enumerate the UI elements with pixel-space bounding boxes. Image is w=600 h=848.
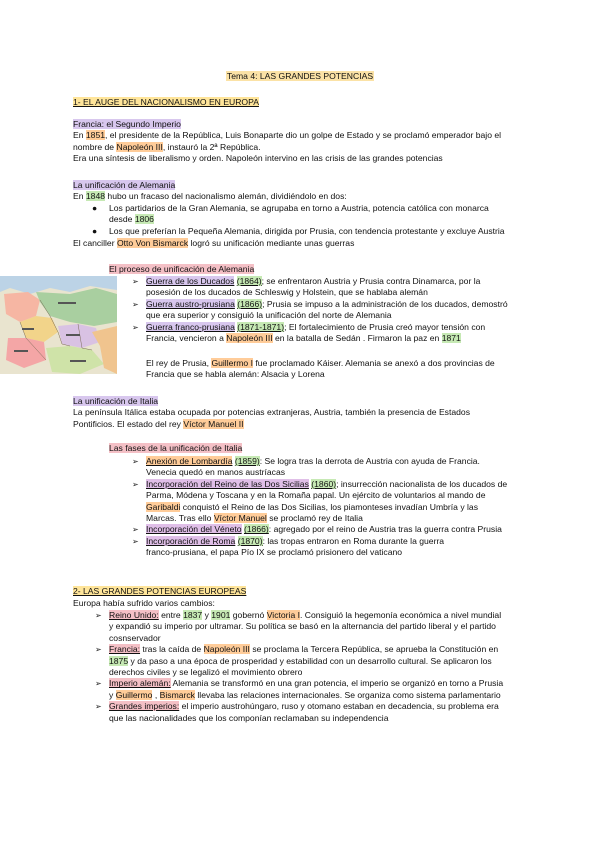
text-span: gobernó [230, 610, 267, 620]
text-span: Guerra austro-prusiana [146, 298, 235, 309]
arrow-icon: ➢ [95, 679, 102, 689]
text-span: (1864) [236, 276, 262, 286]
text-span: ; se enfrentaron Austria y Prusia contra Dinamarca, por la [261, 276, 481, 286]
arrow-icon: ➢ [132, 525, 139, 535]
text-span: . Consiguió la hegemonía económica a nivel mundial [300, 610, 502, 620]
alemania-bullets [92, 203, 594, 237]
text-span: 1875 [109, 655, 129, 666]
arrow-icon: ➢ [132, 277, 139, 286]
list-item [95, 610, 595, 644]
subheading-italia: La unificación de Italia [73, 396, 159, 406]
text-span: ; insurrección nacionalista de los ducados de [336, 478, 508, 489]
text-span: cosnservador [109, 632, 161, 643]
text-span: (1871-1871) [237, 321, 285, 332]
text-span: Guillermo [115, 689, 153, 700]
text-span: Víctor Manuel [213, 513, 267, 524]
text-span: 1901 [211, 610, 231, 620]
text-span: y expandió su imperio por ultramar. Su política se basó en la alternancia del partido liberal y el partido [109, 621, 496, 632]
arrow-icon: ➢ [132, 299, 139, 309]
text-span: y da paso a una época de prosperidad y estabilidad con un desarrollo cultural. Se aplicaron los [128, 655, 492, 666]
text-span: (1870) [237, 535, 263, 546]
fases-list [132, 456, 596, 559]
text-span: posesión de los ducados de Schleswig y Holstein, que se hablaba alemán [146, 287, 428, 298]
text-span: Napoleón III [203, 644, 250, 655]
alemania-block [73, 180, 593, 203]
text-span: Europa había sufrido varios cambios: [73, 598, 215, 608]
text-span: Parma, Módena y Toscana y en la Romaña papal. Un ejército de voluntarios al mando de [146, 490, 486, 501]
text-span: Los partidarios de la Gran Alemania, se agrupaba en torno a Austria, potencia católica con monarca [109, 203, 489, 213]
text-span: se proclamó rey de Italia [266, 513, 363, 524]
list-item [132, 524, 596, 535]
text-span: La península Itálica estaba ocupada por potencias extranjeras, Austria, también la presencia de Estados [73, 407, 470, 418]
text-span: Francia, vencieron a [146, 333, 227, 344]
text-span: Venecia quedó en manos austríacas [146, 467, 286, 478]
text-span: y [202, 610, 212, 620]
text-span: Reino Unido: [109, 610, 159, 620]
text-span: (1866) [237, 298, 263, 309]
list-item [132, 321, 596, 345]
text-span: llevaba las relaciones internacionales. Se organiza como sistema parlamentario [194, 689, 501, 700]
fases-heading [109, 443, 242, 454]
text-span: Pontificios. El estado del rey [73, 418, 184, 429]
list-item [132, 298, 596, 322]
text-span: franco-prusiana, el papa Pío IX se proclamó prisionero del vaticano [146, 547, 403, 558]
bullet-icon: ● [92, 203, 98, 213]
text-span: y [109, 689, 116, 700]
text-span: que las nacionalidades que los componían reclamaban su independencia [109, 712, 389, 723]
text-span: Era una síntesis de liberalismo y orden. Napoleón intervino en las crisis de las grandes potencias [73, 153, 443, 164]
list-item [92, 203, 594, 226]
text-span: entre [158, 610, 184, 620]
text-span: Incorporación de Roma [146, 535, 236, 546]
potencias-list [95, 610, 595, 724]
text-span: en la batalla de Sedán . Firmaron la paz en [272, 333, 442, 344]
text-span: El rey de Prusia, [146, 358, 212, 368]
text-span: Imperio alemán: [109, 678, 171, 689]
text-span: , el presidente de la República, Luis Bonaparte dio un golpe de Estado y se proclamó emperador bajo el [105, 130, 502, 141]
text-span: que era superior y consiguió la unificación del norte de Alemania [146, 310, 392, 321]
text-span: Francia que se habla alemán: Alsacia y Lorena [146, 369, 325, 380]
text-span: Francia: [109, 644, 141, 655]
text-span: tras la caída de [140, 644, 204, 655]
arrow-icon: ➢ [132, 322, 139, 332]
text-span: Incorporación del Reino de las Dos Sicilias [146, 478, 309, 489]
list-item [92, 225, 594, 237]
text-span: 1837 [183, 610, 203, 620]
kaiser-paragraph [146, 358, 596, 381]
text-span: fue proclamado Káiser. Alemania se anexó a dos provincias de [252, 358, 495, 368]
text-span: Tema 4: LAS GRANDES POTENCIAS [226, 71, 374, 81]
arrow-icon: ➢ [95, 645, 102, 655]
text-span: conquistó el Reino de las Dos Sicilias, los piamonteses invadían Umbría y las [180, 501, 478, 512]
subheading-francia: Francia: el Segundo Imperio [73, 119, 181, 129]
francia-block [73, 119, 593, 165]
text-span: Napoleón III [226, 333, 273, 344]
text-span: ; El fortalecimiento de Prusia creó mayor tensión con [284, 321, 486, 332]
text-span: Marcas. Tras ello [146, 513, 214, 524]
text-span: Napoleón III [116, 141, 163, 152]
text-span: se proclama la Tercera República, se aprueba la Constitución en [249, 644, 499, 655]
text-span: derechos civiles y se legalizó el movimiento obrero [109, 667, 303, 678]
text-span: Victoria I [266, 610, 300, 620]
list-item [95, 701, 595, 724]
list-item [132, 456, 596, 479]
text-span: ; Prusia se impuso a la administración de los ducados, demostró [262, 298, 508, 309]
text-span: Otto Von Bismarck [116, 238, 189, 248]
text-span: : agregado por el reino de Austria tras la guerra contra Prusia [268, 524, 502, 535]
text-span: : Se logra tras la derrota de Austria con ayuda de Francia. [259, 456, 480, 466]
text-span: Guerra de los Ducados [146, 276, 235, 286]
document-title [0, 71, 600, 82]
text-span: desde [109, 214, 135, 225]
text-span: logró su unificación mediante unas guerras [188, 238, 355, 248]
italia-block [73, 396, 593, 430]
list-item [132, 478, 596, 525]
text-span: El canciller [73, 238, 117, 248]
text-span: Guerra franco-prusiana [146, 321, 235, 332]
text-span: Anexión de Lombardía [146, 456, 233, 466]
proceso-heading [109, 264, 254, 275]
text-span: , [152, 689, 160, 700]
historical-map-image [0, 276, 117, 374]
text-span: (1859) [234, 456, 260, 466]
text-span: (1866) [243, 524, 269, 535]
text-span: el imperio austrohúngaro, ruso y otomano estaban en decadencia, su problema era [179, 701, 499, 712]
subheading-alemania: La unificación de Alemania [73, 180, 176, 190]
arrow-icon: ➢ [132, 479, 139, 489]
section-2-intro [73, 598, 215, 609]
bullet-icon: ● [92, 225, 98, 236]
list-item [132, 276, 596, 299]
text-span: En [73, 130, 86, 141]
text-span: Bismarck [159, 689, 195, 700]
text-span: Garibaldi [146, 501, 181, 512]
text-span: 1851 [85, 130, 106, 141]
list-item [95, 644, 595, 678]
arrow-icon: ➢ [95, 611, 102, 620]
text-span: hubo un fracaso del nacionalismo alemán, dividiéndolo en dos: [105, 191, 347, 202]
arrow-icon: ➢ [132, 536, 139, 546]
proceso-list [132, 276, 596, 344]
text-span: El proceso de unificación de Alemania [109, 264, 255, 274]
text-span: : las tropas entraron en Roma durante la guerra [262, 535, 445, 546]
list-item [95, 678, 595, 701]
text-span: 1871 [441, 333, 461, 344]
text-span: Alemania se transformó en una gran potencia, el imperio se organizó en torno a Prusia [170, 678, 504, 689]
text-span: Guillermo I [211, 358, 253, 368]
text-span: 2- LAS GRANDES POTENCIAS EUROPEAS [73, 586, 247, 596]
section-1-heading [73, 97, 259, 108]
text-span: Incorporación del Véneto [146, 524, 242, 535]
section-2-heading [73, 586, 246, 597]
text-span: , instauró la 2ª República. [162, 141, 261, 152]
text-span: (1860) [311, 478, 337, 489]
text-span: Los que preferían la Pequeña Alemania, dirigida por Prusia, con tendencia protestante y excluye Austria [109, 225, 505, 236]
text-span: Las fases de la unificación de Italia [109, 443, 243, 453]
canciller-line [73, 238, 593, 249]
text-span: En [73, 191, 86, 202]
text-span: 1- EL AUGE DEL NACIONALISMO EN EUROPA [73, 97, 259, 107]
text-span: nombre de [73, 141, 117, 152]
list-item [132, 535, 596, 559]
text-span: Víctor Manuel II [183, 418, 244, 429]
text-span: 1848 [85, 191, 106, 202]
arrow-icon: ➢ [132, 457, 139, 466]
text-span: Grandes imperios: [109, 701, 180, 712]
text-span: 1806 [134, 214, 154, 225]
arrow-icon: ➢ [95, 702, 102, 712]
